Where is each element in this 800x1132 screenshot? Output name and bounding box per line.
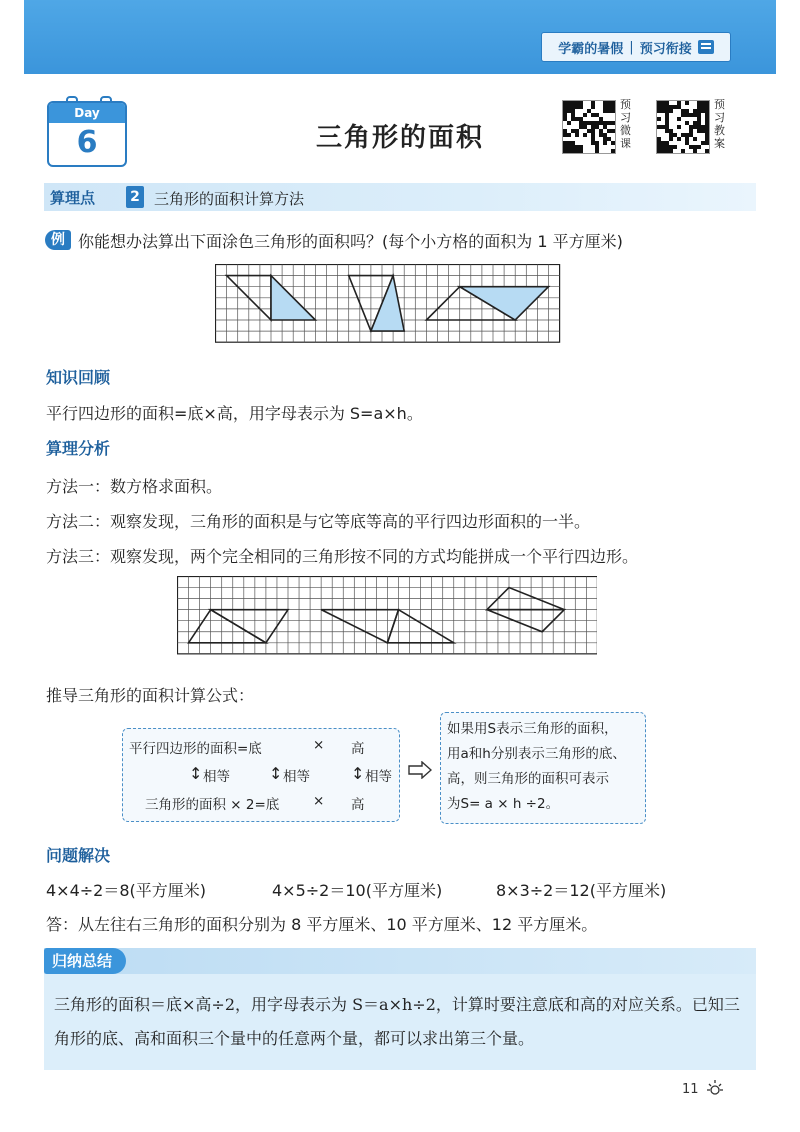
solve-heading: 问题解决 [46, 846, 111, 865]
qr-label-2: 预习教案 [714, 98, 725, 150]
conclusion-box [440, 712, 646, 824]
method-1: 方法一：数方格求面积。 [46, 477, 223, 496]
sun-icon [704, 1078, 726, 1100]
qr-module [583, 113, 587, 117]
qr-module [611, 141, 615, 145]
formula-row1-left: 平行四边形的面积=底 [129, 741, 262, 757]
qr-code-icon[interactable] [656, 100, 710, 154]
double-arrow-icon: ↕ [269, 764, 283, 783]
qr-module [611, 149, 615, 153]
summary-header [44, 948, 756, 974]
page-title: 三角形的面积 [315, 123, 484, 153]
day-badge [47, 101, 127, 167]
equal-label-3: 相等 [365, 769, 392, 785]
qr-module [697, 145, 701, 149]
brand-right: 预习衔接 [639, 41, 692, 57]
formula-row1-times: × [313, 737, 325, 753]
formula-row2-left: 三角形的面积 × 2=底 [145, 797, 280, 813]
analysis-heading: 算理分析 [46, 439, 111, 458]
summary-text: 三角形的面积＝底×高÷2，用字母表示为 S＝a×h÷2，计算时要注意底和高的对应关系。已知三角形的底、高和面积三个量中的任意两个量，都可以求出第三个量。 [54, 995, 740, 1048]
qr-module [693, 149, 697, 153]
formula-row2-right: 高 [351, 797, 365, 813]
method-3: 方法三：观察发现，两个完全相同的三角形按不同的方式均能拼成一个平行四边形。 [46, 547, 639, 566]
qr-module [583, 133, 587, 137]
qr-module [595, 149, 599, 153]
review-text: 平行四边形的面积=底×高，用字母表示为 S=a×h。 [46, 404, 423, 423]
qr-module [611, 109, 615, 113]
qr-module [591, 105, 595, 109]
page-number: 11 [682, 1082, 699, 1097]
formula-row1-right: 高 [351, 741, 365, 757]
section-title: 三角形的面积计算方法 [154, 190, 305, 208]
qr-module [669, 149, 673, 153]
qr-module [669, 137, 673, 141]
method-2: 方法二：观察发现，三角形的面积是与它等底等高的平行四边形面积的一半。 [46, 512, 591, 531]
solve-eq-2: 4×5÷2＝10(平方厘米) [272, 881, 443, 900]
qr-module [579, 149, 583, 153]
solve-eq-1: 4×4÷2＝8(平方厘米) [46, 881, 207, 900]
qr-module [705, 149, 709, 153]
solve-eq-3: 8×3÷2＝12(平方厘米) [496, 881, 667, 900]
qr-module [567, 121, 571, 125]
qr-module [677, 117, 681, 121]
day-number: 6 [76, 125, 98, 160]
qr-module [677, 125, 681, 129]
double-arrow-icon: ↕ [189, 764, 203, 783]
equal-label-2: 相等 [283, 769, 310, 785]
qr-module [669, 109, 673, 113]
summary-tag: 归纳总结 [44, 948, 126, 974]
qr-module [603, 141, 607, 145]
triangle-grid [215, 264, 561, 350]
qr-module [705, 141, 709, 145]
qr-module [567, 133, 571, 137]
qr-module [685, 101, 689, 105]
arrow-right-icon [408, 761, 432, 779]
qr-label-1: 预习微课 [620, 98, 631, 150]
example-icon: 例 [45, 230, 71, 250]
conclusion-line-1: 如果用S表示三角形的面积， [447, 721, 618, 737]
qr-module [673, 145, 677, 149]
example-question: 你能想办法算出下面涂色三角形的面积吗？(每个小方格的面积为 1 平方厘米) [78, 232, 623, 251]
derive-heading: 推导三角形的面积计算公式： [46, 686, 255, 705]
qr-module [575, 133, 579, 137]
section-kp-label: 算理点 [50, 189, 96, 207]
qr-module [693, 137, 697, 141]
review-heading: 知识回顾 [46, 368, 111, 387]
parallelogram-grid [177, 576, 597, 662]
formula-box [122, 728, 400, 822]
book-icon [698, 40, 714, 54]
conclusion-line-3: 高，则三角形的面积可表示 [447, 771, 609, 787]
section-bar [44, 183, 756, 211]
conclusion-line-4: 为S= a × h ÷2。 [447, 796, 560, 812]
brand-left: 学霸的暑假 [558, 41, 624, 57]
brand-label: 学霸的暑假 | 预习衔接 [541, 32, 731, 62]
qr-module [677, 137, 681, 141]
equal-label-1: 相等 [203, 769, 230, 785]
formula-row2-times: × [313, 793, 325, 809]
day-label: Day [49, 103, 125, 123]
summary-box [44, 974, 756, 1070]
qr-module [611, 121, 615, 125]
solve-answer: 答：从左往右三角形的面积分别为 8 平方厘米、10 平方厘米、12 平方厘米。 [46, 915, 598, 934]
qr-code-icon[interactable] [562, 100, 616, 154]
conclusion-line-2: 用a和h分别表示三角形的底、 [447, 746, 626, 762]
qr-module [657, 117, 661, 121]
qr-module [681, 149, 685, 153]
section-number: 2 [126, 186, 144, 208]
qr-module [579, 105, 583, 109]
double-arrow-icon: ↕ [351, 764, 365, 783]
qr-module [611, 129, 615, 133]
